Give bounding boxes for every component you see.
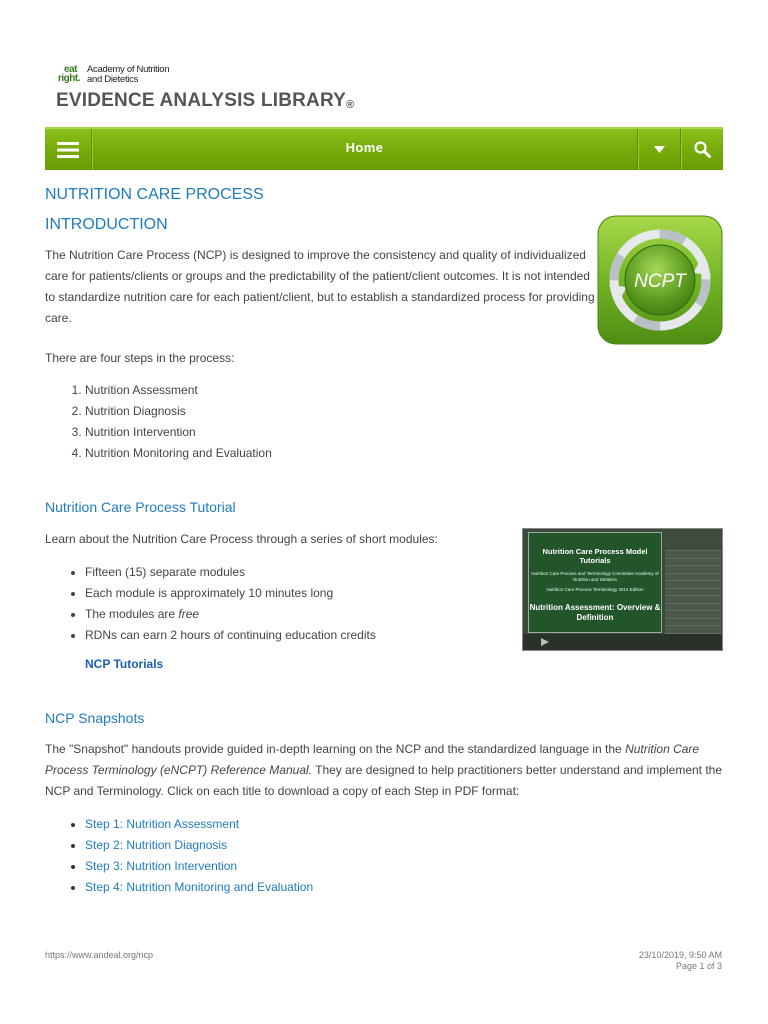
- tutorial-heading: Nutrition Care Process Tutorial: [45, 499, 236, 515]
- nav-search-button[interactable]: [680, 129, 723, 170]
- list-item: [85, 877, 313, 898]
- library-title[interactable]: EVIDENCE ANALYSIS LIBRARY®: [56, 90, 355, 111]
- magnifier-search-icon: [694, 141, 711, 158]
- eatright-logo-mark: eat right.: [58, 64, 80, 84]
- main-nav-bar: [45, 127, 723, 170]
- hamburger-menu-icon: [57, 142, 79, 158]
- academy-logo[interactable]: [58, 64, 198, 86]
- snapshot-step3-link[interactable]: Step 3: Nutrition Intervention: [85, 859, 238, 873]
- play-icon: [541, 638, 549, 646]
- tutorial-bullets: [45, 562, 376, 646]
- video-slide: [528, 532, 662, 633]
- list-item: • RDNs can earn 2 hours of continuing education credits: [85, 625, 376, 646]
- menu-button[interactable]: [45, 129, 92, 170]
- intro-heading: INTRODUCTION: [45, 216, 168, 233]
- list-item: • Each module is approximately 10 minutes long: [85, 583, 376, 604]
- tutorial-video-thumbnail[interactable]: [522, 528, 723, 651]
- video-module-title: Nutrition Assessment: Overview & Definition: [529, 603, 661, 622]
- snapshot-step4-link[interactable]: Step 4: Nutrition Monitoring and Evaluation: [85, 880, 314, 894]
- four-steps-text: There are four steps in the process:: [45, 351, 235, 365]
- ncpt-badge-image: [597, 215, 723, 345]
- snapshots-heading: NCP Snapshots: [45, 710, 145, 726]
- snapshots-intro: The "Snapshot" handouts provide guided in-depth learning on the NCP and the standardized language in the Nutrition Care Process Terminology (eNCPT) Reference Manual. They are designed to help practitioners better understand and implement the NCP and Terminology. Click on each title to download a copy of each Step in PDF format:: [45, 742, 723, 798]
- video-playback-bar[interactable]: [523, 634, 722, 650]
- video-committee-text: Nutrition Care Process and Terminology Committee Academy of Nutrition and Dietetics: [531, 571, 659, 582]
- list-item: • The modules are free: [85, 604, 376, 625]
- academy-logo-text: Academy of Nutrition and Dietetics: [87, 64, 170, 85]
- nav-dropdown-button[interactable]: [637, 129, 680, 170]
- intro-paragraph: The Nutrition Care Process (NCP) is designed to improve the consistency and quality of individualized care for patients/clients or groups and the predictability of the patient/client outcomes. It is not intended to standardize nutrition care for each patient/client, but to establish a standardized process for providing care.: [45, 248, 595, 325]
- list-item: 3. Nutrition Intervention: [85, 422, 272, 443]
- caret-down-icon: [654, 146, 665, 153]
- tutorial-intro: Learn about the Nutrition Care Process through a series of short modules:: [45, 532, 438, 546]
- video-edition-text: Nutrition Care Process Terminology 2014 Edition: [546, 587, 644, 592]
- snapshot-step2-link[interactable]: Step 2: Nutrition Diagnosis: [85, 838, 228, 852]
- list-item: [85, 856, 313, 877]
- ncp-steps-list: [45, 380, 272, 464]
- list-item: • Fifteen (15) separate modules: [85, 562, 376, 583]
- nav-home-link[interactable]: Home: [345, 140, 384, 155]
- snapshot-links-list: [45, 814, 313, 898]
- list-item: [85, 814, 313, 835]
- list-item: 2. Nutrition Diagnosis: [85, 401, 272, 422]
- list-item: [85, 835, 313, 856]
- ncp-tutorials-link[interactable]: NCP Tutorials: [85, 657, 164, 671]
- video-outline-panel: [665, 532, 721, 633]
- list-item: 4. Nutrition Monitoring and Evaluation: [85, 443, 272, 464]
- list-item: 1. Nutrition Assessment: [85, 380, 272, 401]
- snapshot-step1-link[interactable]: Step 1: Nutrition Assessment: [85, 817, 240, 831]
- video-title: Nutrition Care Process Model Tutorials: [542, 547, 648, 565]
- print-datetime: 23/10/2019, 9:50 AM: [638, 950, 722, 960]
- print-page-number: Page 1 of 3: [675, 961, 722, 971]
- page-title: NUTRITION CARE PROCESS: [45, 186, 264, 203]
- ncpt-badge-label: NCPT: [634, 271, 686, 292]
- print-footer-url: https://www.andeal.org/ncp: [45, 950, 154, 960]
- print-footer-meta: [639, 950, 722, 972]
